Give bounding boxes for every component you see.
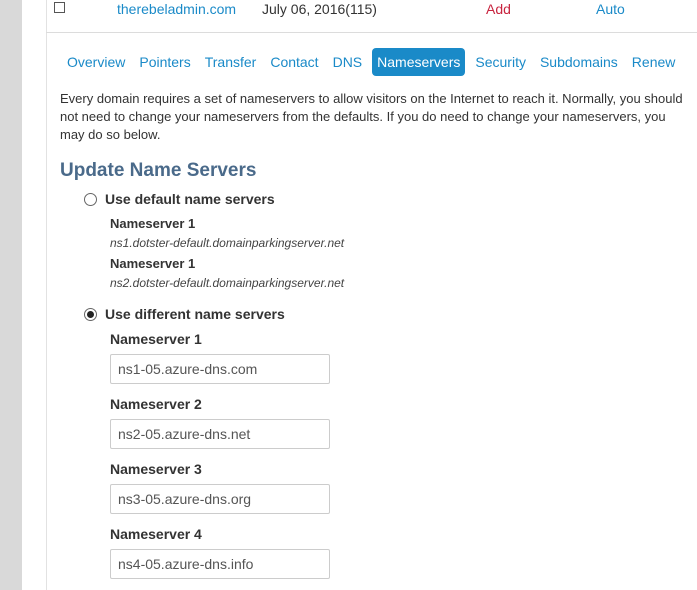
custom-ns2-label: Nameserver 2 <box>110 396 202 412</box>
custom-servers-option[interactable] <box>84 306 285 322</box>
tab-renew[interactable]: Renew <box>631 54 676 70</box>
left-gutter <box>0 0 22 590</box>
domain-table-row <box>46 0 697 33</box>
default-ns2-value: ns2.dotster-default.domainparkingserver.net <box>110 276 345 290</box>
privacy-add-link[interactable]: Add <box>486 1 511 17</box>
default-servers-label: Use default name servers <box>105 191 275 207</box>
nameserver-1-input[interactable] <box>110 354 330 384</box>
domain-expiration-date: July 06, 2016(115) <box>262 1 377 17</box>
custom-servers-radio[interactable] <box>84 308 97 321</box>
intro-text: Every domain requires a set of nameservers to allow visitors on the Internet to reach it. Normally, you should not need to change your nameservers from the defaults. If you do need to change your nameservers, you may do so below. <box>60 91 683 142</box>
row-select-checkbox[interactable] <box>54 2 65 13</box>
tab-contact[interactable]: Contact <box>270 54 319 70</box>
tab-nameservers[interactable]: Nameservers <box>372 48 465 76</box>
tab-subdomains[interactable]: Subdomains <box>539 54 618 70</box>
auto-renew-link[interactable]: Auto <box>596 1 625 17</box>
nameserver-4-input[interactable] <box>110 549 330 579</box>
tab-security[interactable]: Security <box>475 54 526 70</box>
tab-dns[interactable]: DNS <box>332 54 363 70</box>
domain-name-link[interactable]: therebeladmin.com <box>117 1 237 17</box>
domain-tabs <box>60 48 682 76</box>
custom-ns4-label: Nameserver 4 <box>110 526 202 542</box>
radio-selected-dot <box>87 311 94 318</box>
page-title: Update Name Servers <box>60 160 257 181</box>
tab-pointers[interactable]: Pointers <box>139 54 191 70</box>
custom-ns3-label: Nameserver 3 <box>110 461 202 477</box>
nameserver-2-input[interactable] <box>110 419 330 449</box>
custom-servers-label: Use different name servers <box>105 306 285 322</box>
default-servers-radio[interactable] <box>84 193 97 206</box>
tab-overview[interactable]: Overview <box>67 54 126 70</box>
tab-transfer[interactable]: Transfer <box>204 54 257 70</box>
default-ns2-label: Nameserver 1 <box>110 256 196 271</box>
default-servers-option[interactable] <box>84 191 275 207</box>
default-ns1-label: Nameserver 1 <box>110 216 196 231</box>
custom-ns1-label: Nameserver 1 <box>110 331 202 347</box>
default-ns1-value: ns1.dotster-default.domainparkingserver.net <box>110 236 345 250</box>
content-left-border <box>46 0 47 590</box>
nameserver-3-input[interactable] <box>110 484 330 514</box>
